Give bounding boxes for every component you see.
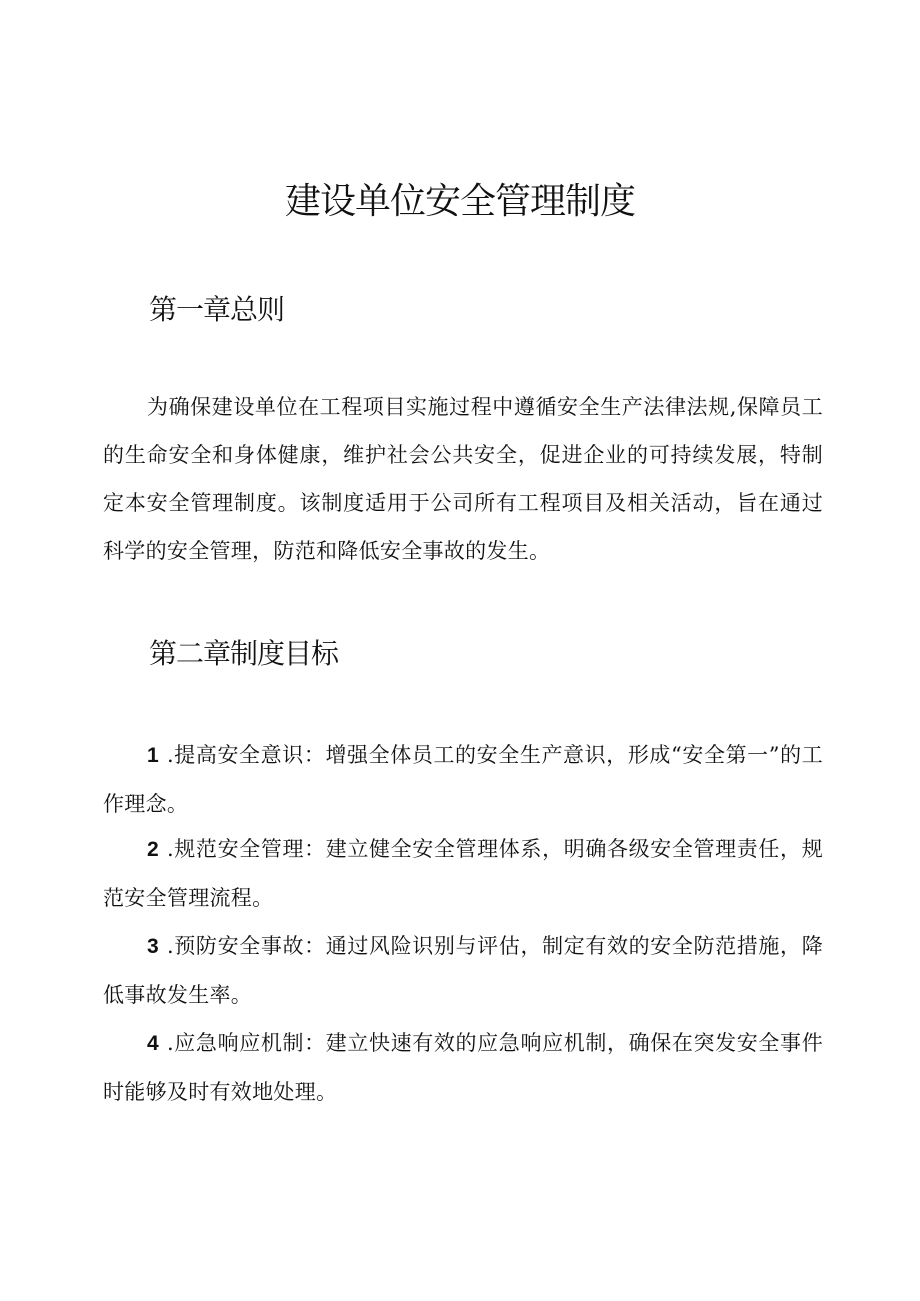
goal-item-2 bbox=[103, 825, 823, 922]
chapter-1-paragraph: 为确保建设单位在工程项目实施过程中遵循安全生产法律法规,保障员工的生命安全和身体健康，维护社会公共安全，促进企业的可持续发展，特制定本安全管理制度。该制度适用于公司所有工程项目及相关活动，旨在通过科学的安全管理，防范和降低安全事故的发生。 bbox=[103, 395, 823, 563]
goal-text: .规范安全管理：建立健全安全管理体系，明确各级安全管理责任，规范安全管理流程。 bbox=[103, 837, 823, 910]
goal-text: .预防安全事故：通过风险识别与评估，制定有效的安全防范措施，降低事故发生率。 bbox=[103, 934, 823, 1007]
goal-text: .应急响应机制：建立快速有效的应急响应机制，确保在突发安全事件时能够及时有效地处理。 bbox=[103, 1031, 823, 1104]
chapter-1-heading: 第一章总则 bbox=[149, 293, 285, 326]
goal-number: 2 bbox=[147, 838, 159, 861]
goal-number: 4 bbox=[147, 1032, 159, 1055]
goal-item-1 bbox=[103, 731, 823, 828]
goal-item-3 bbox=[103, 922, 823, 1019]
document-title: 建设单位安全管理制度 bbox=[284, 181, 635, 222]
chapter-2-heading: 第二章制度目标 bbox=[149, 637, 339, 670]
goal-item-4 bbox=[103, 1019, 823, 1116]
goal-number: 1 bbox=[147, 744, 159, 767]
goal-text: .提高安全意识：增强全体员工的安全生产意识，形成“安全第一”的工作理念。 bbox=[103, 743, 823, 816]
goal-number: 3 bbox=[147, 935, 159, 958]
